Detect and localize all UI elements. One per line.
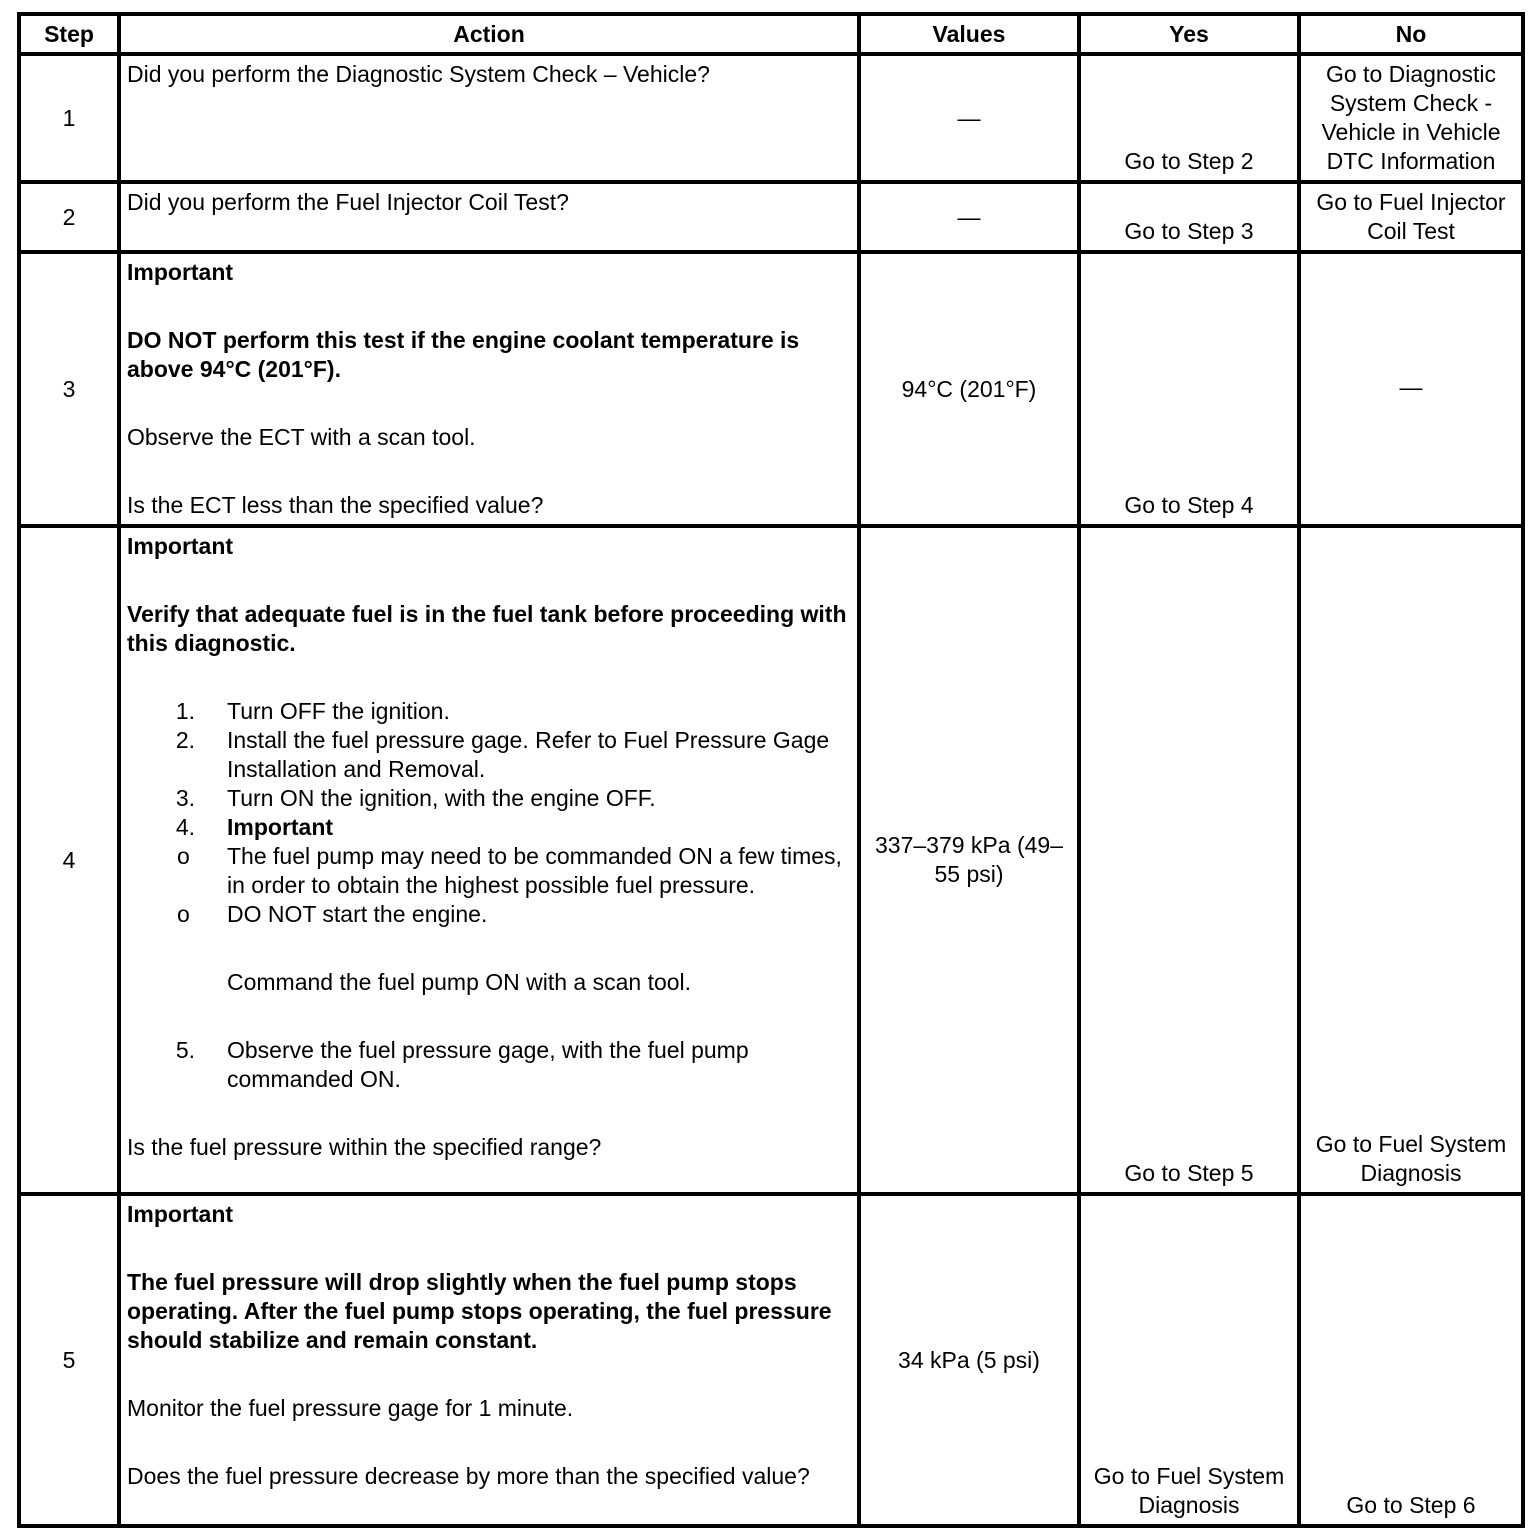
no-cell: Go to Step 6 [1299,1194,1523,1526]
yes-cell: Go to Step 3 [1079,182,1299,252]
bullet-icon: o [177,843,190,869]
value-cell: — [859,54,1079,182]
yes-cell: Go to Step 4 [1079,252,1299,526]
table-row [19,182,1523,252]
value-cell: — [859,182,1079,252]
list-item [127,784,853,813]
step-number: 3 [19,252,119,526]
action-cell [119,252,859,526]
list-text: Observe the fuel pressure gage, with the fuel pump commanded ON. [227,1037,749,1092]
list-number: 2. [175,727,195,753]
step-number: 1 [19,54,119,182]
value-cell: 337–379 kPa (49–55 psi) [859,526,1079,1194]
sub-list [127,842,853,929]
action-question: Is the fuel pressure within the specified range? [127,1134,602,1160]
action-cell [119,1194,859,1526]
list-text: Turn OFF the ignition. [227,698,450,724]
sub-list-text: DO NOT start the engine. [227,901,488,927]
list-item [127,726,853,784]
action-cell [119,54,859,182]
important-label: Important [127,533,234,559]
table-row [19,1194,1523,1526]
header-yes: Yes [1079,14,1299,54]
list-number: 1. [175,698,195,724]
important-label: Important [127,259,234,285]
value-cell: 34 kPa (5 psi) [859,1194,1079,1526]
list-text: Install the fuel pressure gage. Refer to Fuel Pressure Gage Installation and Removal. [227,727,830,782]
list-item [127,1036,853,1094]
step-number: 4 [19,526,119,1194]
action-cell [119,526,859,1194]
yes-cell: Go to Fuel System Diagnosis [1079,1194,1299,1526]
procedure-list [127,697,853,1094]
diagnostic-table [17,12,1525,1528]
action-question: Did you perform the Fuel Injector Coil Test? [127,189,569,215]
step-number: 2 [19,182,119,252]
list-text: Turn ON the ignition, with the engine OFF. [227,785,656,811]
header-step: Step [19,14,119,54]
sub-note: Command the fuel pump ON with a scan tool. [227,969,692,995]
no-cell: — [1299,252,1523,526]
table-row [19,526,1523,1194]
warning-text: DO NOT perform this test if the engine coolant temperature is above 94°C (201°F). [127,327,800,382]
list-text: Important [227,814,334,840]
yes-cell: Go to Step 5 [1079,526,1299,1194]
sub-list-text: The fuel pump may need to be commanded ON a few times, in order to obtain the highest possible fuel pressure. [227,843,842,898]
warning-text: Verify that adequate fuel is in the fuel tank before proceeding with this diagnostic. [127,601,847,656]
no-cell: Go to Fuel System Diagnosis [1299,526,1523,1194]
list-item [127,697,853,726]
action-question: Did you perform the Diagnostic System Check – Vehicle? [127,61,710,87]
important-label: Important [127,1201,234,1227]
header-values: Values [859,14,1079,54]
bullet-icon: o [177,901,190,927]
list-item [127,813,853,1036]
value-cell: 94°C (201°F) [859,252,1079,526]
sub-list-item [127,900,853,929]
no-cell: Go to Diagnostic System Check - Vehicle in Vehicle DTC Information [1299,54,1523,182]
list-number: 3. [175,785,195,811]
warning-text: The fuel pressure will drop slightly when the fuel pump stops operating. After the fuel pump stops operating, the fuel pressure should stabilize and remain constant. [127,1269,832,1353]
instruction-text: Observe the ECT with a scan tool. [127,424,476,450]
list-number: 4. [175,814,195,840]
step-number: 5 [19,1194,119,1526]
table-row [19,252,1523,526]
header-no: No [1299,14,1523,54]
no-cell: Go to Fuel Injector Coil Test [1299,182,1523,252]
sub-list-item [127,842,853,900]
action-question: Is the ECT less than the specified value? [127,492,544,518]
table-row [19,54,1523,182]
instruction-text: Monitor the fuel pressure gage for 1 minute. [127,1395,574,1421]
action-question: Does the fuel pressure decrease by more than the specified value? [127,1463,810,1489]
header-action: Action [119,14,859,54]
header-row [19,14,1523,54]
list-number: 5. [175,1037,195,1063]
action-cell [119,182,859,252]
yes-cell: Go to Step 2 [1079,54,1299,182]
